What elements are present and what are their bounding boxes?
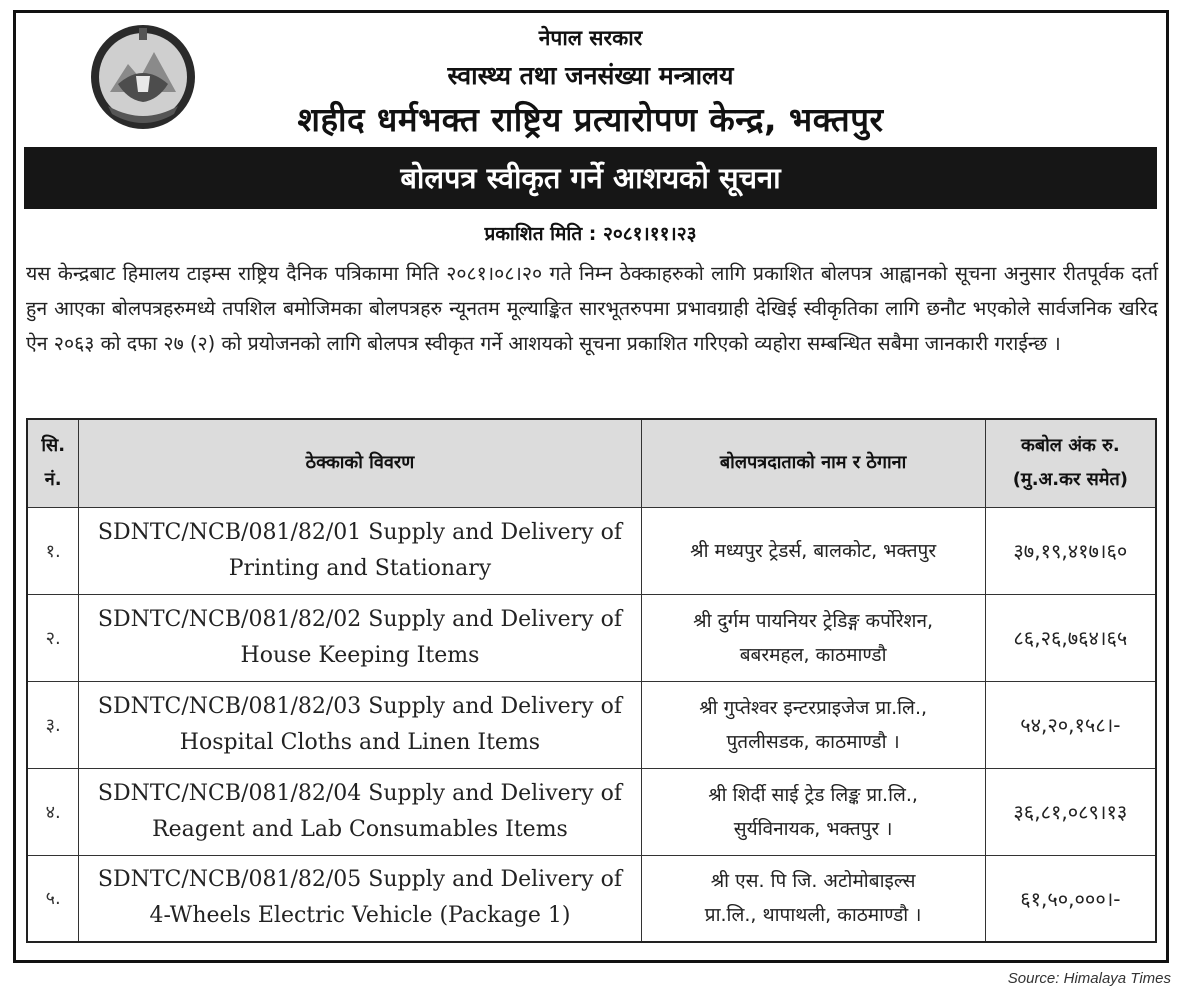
table-row — [27, 507, 1156, 594]
table-row — [27, 855, 1156, 942]
header-amount: कबोल अंक रु. (मु.अ.कर समेत) — [985, 419, 1156, 507]
row-description: SDNTC/NCB/081/82/03 Supply and Delivery of Hospital Cloths and Linen Items — [79, 681, 641, 768]
bid-table — [26, 418, 1157, 943]
row-sn: ५. — [27, 855, 79, 942]
row-bidder: श्री एस. पि जि. अटोमोबाइल्स प्रा.लि., थापाथली, काठमाण्डौ । — [641, 855, 985, 942]
table-row — [27, 594, 1156, 681]
header-sn: सि. नं. — [27, 419, 79, 507]
row-amount: ६१,५०,०००।- — [985, 855, 1156, 942]
source-credit: Source: Himalaya Times — [1007, 970, 1171, 987]
row-sn: ४. — [27, 768, 79, 855]
notice-paragraph: यस केन्द्रबाट हिमालय टाइम्स राष्ट्रिय दैनिक पत्रिकामा मिति २०८१।०८।२० गते निम्न ठेक्काहरुको लागि प्रकाशित बोलपत्र आह्वानको सूचना अनुसार रीतपूर्वक दर्ता हुन आएका बोलपत्रहरुमध्ये तपशिल बमोजिमका बोलपत्रहरु न्यूनतम मूल्याङ्कित सारभूतरुपमा प्रभावग्राही देखिई स्वीकृतिका लागि छनौट भएकोले सार्वजनिक खरिद ऐन २०६३ को दफा २७ (२) को प्रयोजनको लागि बोलपत्र स्वीकृत गर्ने आशयको सूचना प्रकाशित गरिएको व्यहोरा सम्बन्धित सबैमा जानकारी गराईन्छ । — [26, 262, 1159, 355]
table-row — [27, 768, 1156, 855]
published-label: प्रकाशित मिति : — [484, 223, 597, 245]
row-description: SDNTC/NCB/081/82/04 Supply and Delivery of Reagent and Lab Consumables Items — [79, 768, 641, 855]
row-description: SDNTC/NCB/081/82/05 Supply and Delivery of 4-Wheels Electric Vehicle (Package 1) — [79, 855, 641, 942]
row-bidder: श्री गुप्तेश्वर इन्टरप्राइजेज प्रा.लि., पुतलीसडक, काठमाण्डौ । — [641, 681, 985, 768]
row-description: SDNTC/NCB/081/82/01 Supply and Delivery of Printing and Stationary — [79, 507, 641, 594]
row-bidder: श्री शिर्दी साई ट्रेड लिङ्क प्रा.लि., सुर्यविनायक, भक्तपुर । — [641, 768, 985, 855]
row-bidder: श्री मध्यपुर ट्रेडर्स, बालकोट, भक्तपुर — [641, 507, 985, 594]
row-sn: २. — [27, 594, 79, 681]
published-date-line — [0, 220, 1181, 246]
table-row — [27, 681, 1156, 768]
row-sn: १. — [27, 507, 79, 594]
table-header-row — [27, 419, 1156, 507]
government-name: नेपाल सरकार — [538, 26, 643, 50]
notice-title-banner: बोलपत्र स्वीकृत गर्ने आशयको सूचना — [24, 147, 1157, 209]
row-amount: ३७,१९,४१७।६० — [985, 507, 1156, 594]
row-description: SDNTC/NCB/081/82/02 Supply and Delivery of House Keeping Items — [79, 594, 641, 681]
header-bidder: बोलपत्रदाताको नाम र ठेगाना — [641, 419, 985, 507]
row-amount: ५४,२०,१५८।- — [985, 681, 1156, 768]
row-amount: ३६,८१,०८९।१३ — [985, 768, 1156, 855]
row-bidder: श्री दुर्गम पायनियर ट्रेडिङ्ग कर्पोरेशन, बबरमहल, काठमाण्डौ — [641, 594, 985, 681]
ministry-name: स्वास्थ्य तथा जनसंख्या मन्त्रालय — [447, 61, 734, 90]
row-sn: ३. — [27, 681, 79, 768]
published-date: २०८१।११।२३ — [603, 223, 697, 245]
center-name: शहीद धर्मभक्त राष्ट्रिय प्रत्यारोपण केन्द्र, भक्तपुर — [297, 100, 884, 139]
row-amount: ८६,२६,७६४।६५ — [985, 594, 1156, 681]
header-description: ठेक्काको विवरण — [79, 419, 641, 507]
